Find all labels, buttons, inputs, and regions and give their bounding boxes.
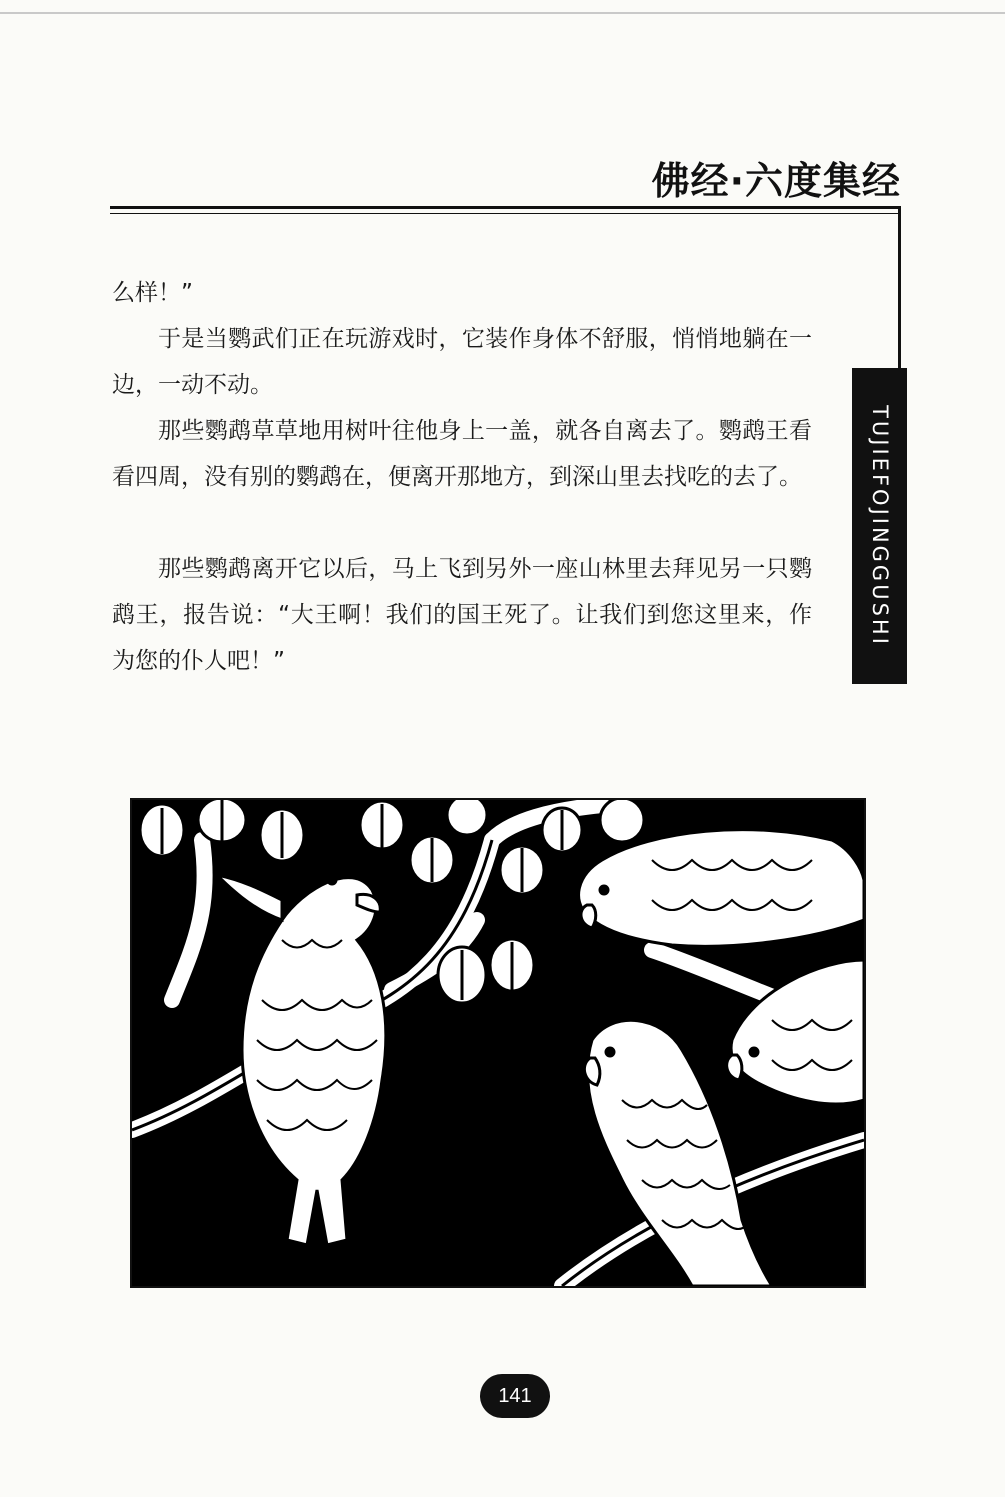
paragraph-4: 那些鹦鹉离开它以后，马上飞到另外一座山林里去拜见另一只鹦鹉王，报告说：“大王啊！我们的国王死了。让我们到您这里来，作为您的仆人吧！” [112, 556, 812, 674]
page-number: 141 [480, 1374, 550, 1418]
header-rule-thick [110, 206, 900, 209]
header-rule-vertical [898, 206, 901, 368]
paragraph-gap [112, 500, 812, 546]
header-rule-thin [110, 213, 900, 214]
top-edge-line [0, 12, 1005, 14]
paragraph-1: 么样！” [112, 280, 193, 306]
body-text [112, 270, 812, 684]
paragraph-2: 于是当鹦武们正在玩游戏时，它装作身体不舒服，悄悄地躺在一边，一动不动。 [112, 326, 812, 398]
side-tab [852, 368, 907, 684]
parrots-illustration [130, 798, 866, 1288]
book-title: 佛经·六度集经 [651, 159, 901, 203]
paragraph-3: 那些鹦鹉草草地用树叶往他身上一盖，就各自离去了。鹦鹉王看看四周，没有别的鹦鹉在，便离开那地方，到深山里去找吃的去了。 [112, 418, 812, 490]
side-tab-label: TUJIEFOJINGGUSHI [867, 405, 892, 647]
parrots-on-branches-icon [132, 800, 864, 1286]
